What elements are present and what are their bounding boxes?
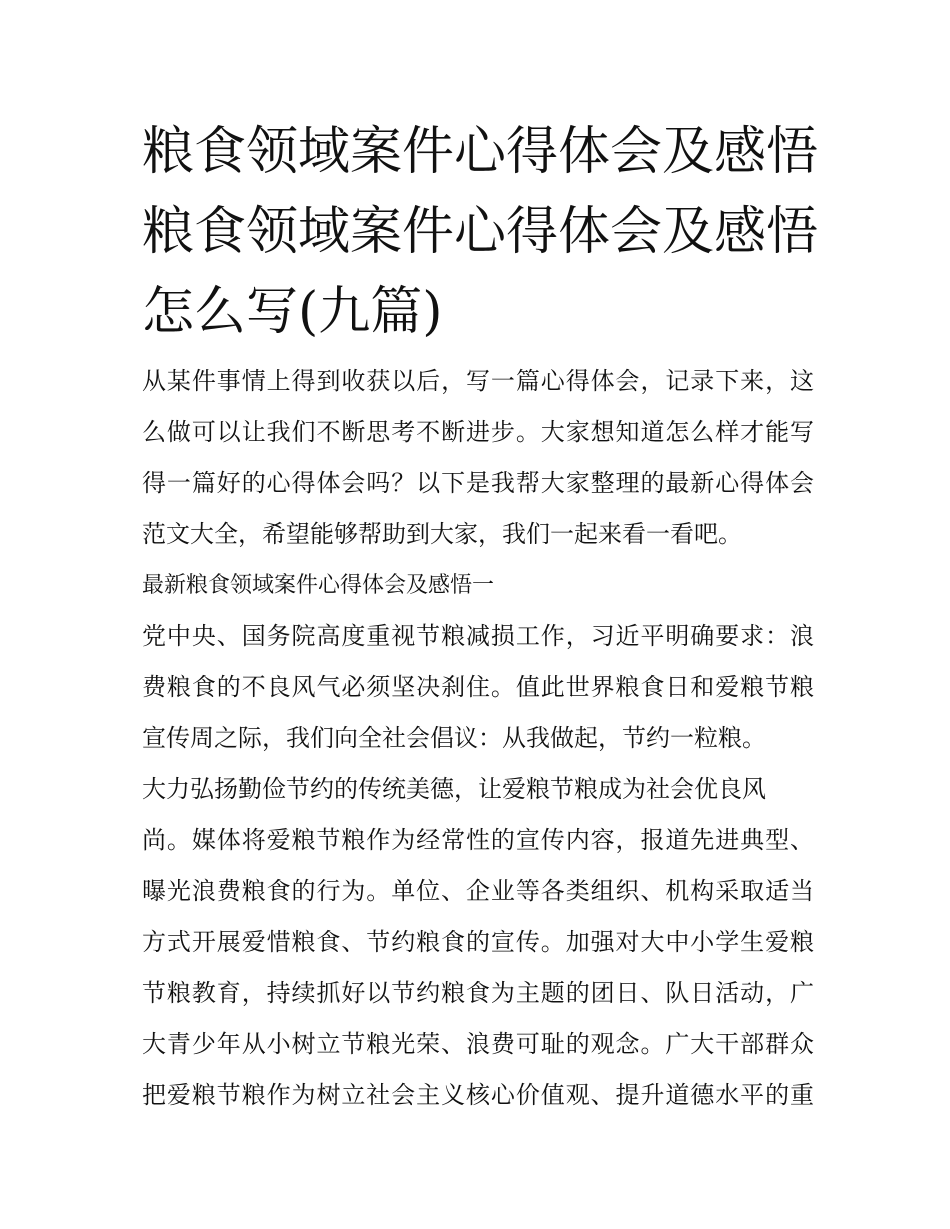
paragraph-line: 宣传周之际，我们向全社会倡议：从我做起，节约一粒粮。 [142, 724, 766, 752]
intro-line: 得一篇好的心得体会吗？以下是我帮大家整理的最新心得体会 [142, 469, 814, 497]
paragraph-line: 党中央、国务院高度重视节粮减损工作，习近平明确要求：浪 [142, 622, 814, 650]
document-body [142, 356, 814, 1121]
title-line: 粮食领域案件心得体会及感悟 [142, 202, 819, 262]
document-title [142, 112, 822, 352]
paragraph-line: 尚。媒体将爱粮节粮作为经常性的宣传内容，报道先进典型、 [142, 826, 814, 854]
title-line: 怎么写(九篇) [142, 282, 443, 342]
paragraph-line: 节粮教育，持续抓好以节约粮食为主题的团日、队日活动，广 [142, 979, 814, 1007]
paragraph-line: 大力弘扬勤俭节约的传统美德，让爱粮节粮成为社会优良风 [142, 775, 766, 803]
intro-line: 么做可以让我们不断思考不断进步。大家想知道怎么样才能写 [142, 418, 814, 446]
paragraph-line: 把爱粮节粮作为树立社会主义核心价值观、提升道德水平的重 [142, 1081, 814, 1109]
paragraph-line: 大青少年从小树立节粮光荣、浪费可耻的观念。广大干部群众 [142, 1030, 814, 1058]
intro-line: 范文大全，希望能够帮助到大家，我们一起来看一看吧。 [142, 520, 742, 548]
title-line: 粮食领域案件心得体会及感悟 [142, 122, 819, 182]
paragraph-line: 费粮食的不良风气必须坚决刹住。值此世界粮食日和爱粮节粮 [142, 673, 814, 701]
paragraph-line: 曝光浪费粮食的行为。单位、企业等各类组织、机构采取适当 [142, 877, 814, 905]
paragraph-line: 方式开展爱惜粮食、节约粮食的宣传。加强对大中小学生爱粮 [142, 928, 814, 956]
section-heading: 最新粮食领域案件心得体会及感悟一 [142, 573, 495, 598]
intro-line: 从某件事情上得到收获以后，写一篇心得体会，记录下来，这 [142, 367, 814, 395]
